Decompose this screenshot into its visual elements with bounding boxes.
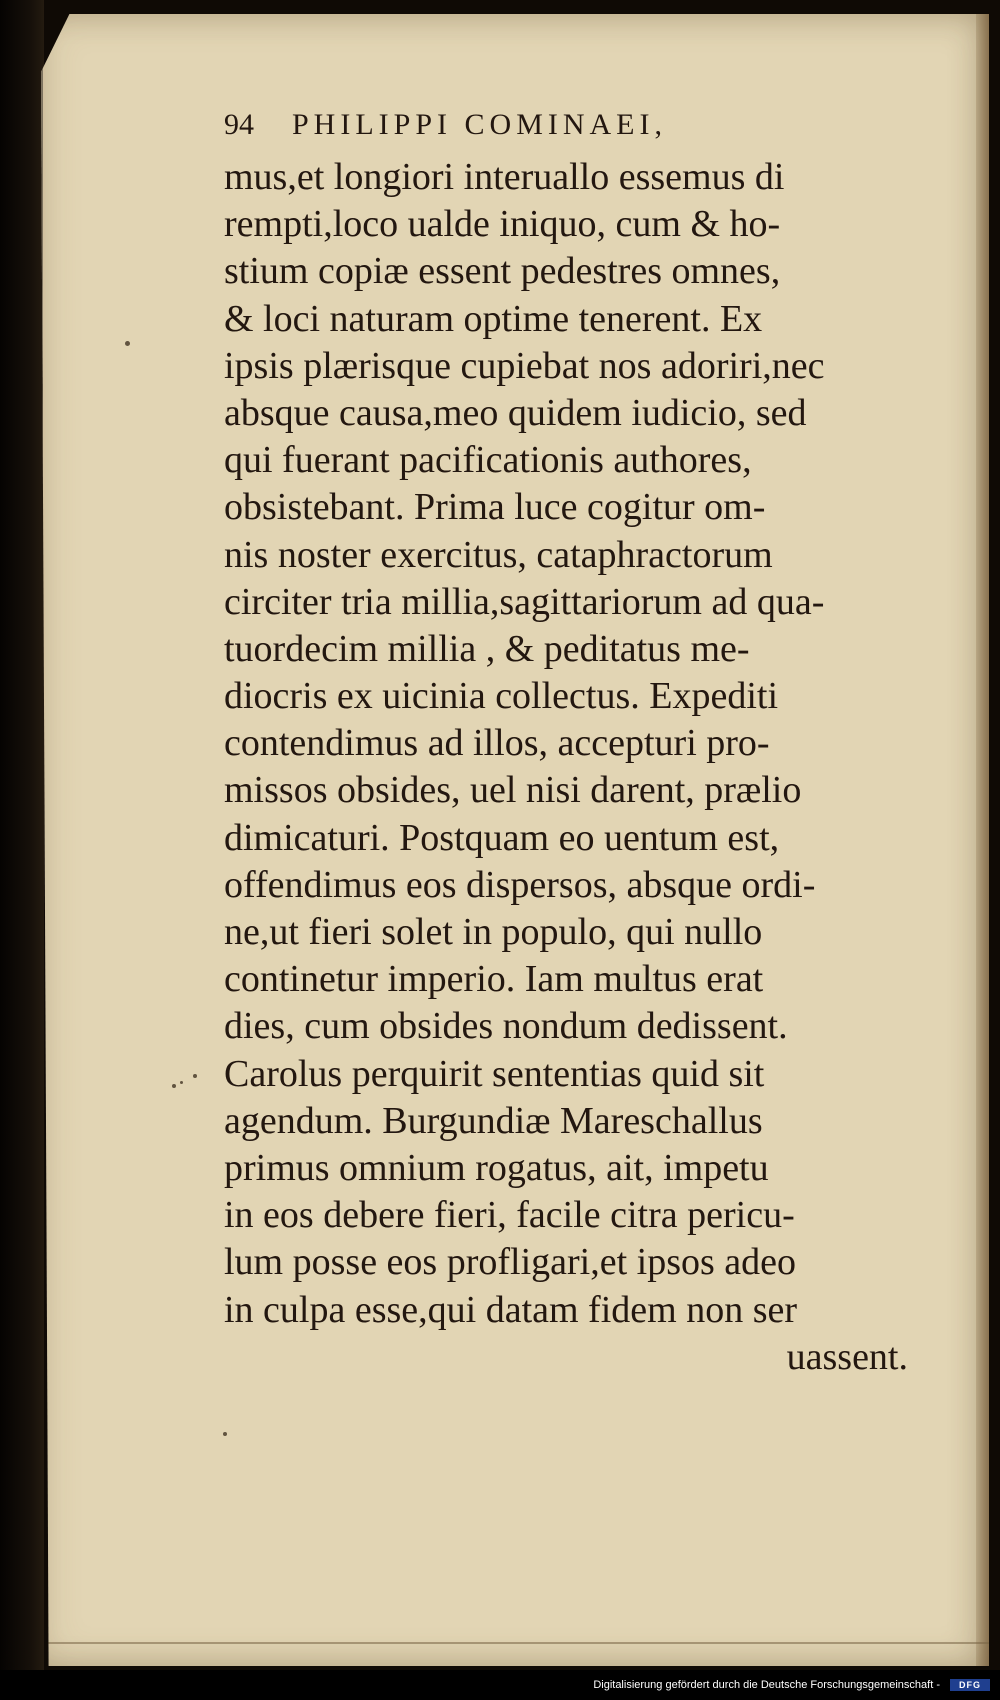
ink-speck — [180, 1081, 183, 1084]
text-line: dimicaturi. Postquam eo uentum est, — [224, 816, 780, 859]
ink-speck — [172, 1084, 176, 1088]
page-crease — [43, 1642, 989, 1644]
text-line: agendum. Burgundiæ Mareschallus — [224, 1099, 763, 1142]
running-title: PHILIPPI COMINAEI, — [292, 108, 667, 141]
ink-speck — [193, 1074, 197, 1078]
document-text-block — [224, 96, 940, 1381]
text-line: dies, cum obsides nondum dedissent. — [224, 1005, 788, 1048]
text-line: obsistebant. Prima luce cogitur om- — [224, 486, 766, 529]
text-line: nis noster exercitus, cataphractorum — [224, 533, 773, 576]
text-line-last: uassent. — [786, 1335, 908, 1378]
text-line: in culpa esse,qui datam fidem non ser — [224, 1288, 798, 1331]
dfg-logo: DFG — [950, 1679, 990, 1691]
text-line: qui fuerant pacificationis authores, — [224, 439, 752, 482]
text-line: primus omnium rogatus, ait, impetu — [224, 1146, 769, 1189]
text-line: absque causa,meo quidem iudicio, sed — [224, 391, 807, 434]
text-line: ne,ut fieri solet in populo, qui nullo — [224, 911, 763, 953]
text-line: ipsis plærisque cupiebat nos adoriri,nec — [224, 344, 825, 387]
text-line: circiter tria millia,sagittariorum ad qua- — [224, 580, 825, 623]
text-line: in eos debere fieri, facile citra pericu- — [224, 1194, 795, 1237]
text-line: missos obsides, uel nisi darent, prælio — [224, 769, 802, 812]
text-line: Carolus perquirit sententias quid sit — [224, 1052, 765, 1095]
text-line: lum posse eos profligari,et ipsos adeo — [224, 1241, 797, 1284]
digitization-credit: Digitalisierung gefördert durch die Deutsche Forschungsgemeinschaft - — [593, 1679, 940, 1691]
text-line: rempti,loco ualde iniquo, cum & ho- — [224, 203, 781, 246]
page-edge-shadow — [976, 14, 989, 1666]
text-line: continetur imperio. Iam multus erat — [224, 958, 764, 1001]
running-head — [224, 96, 940, 154]
book-binding — [0, 0, 44, 1700]
text-line: mus,et longiori interuallo essemus di — [224, 156, 785, 198]
ink-speck — [125, 341, 130, 346]
text-line: tuordecim millia , & peditatus me- — [224, 627, 750, 670]
text-line: diocris ex uicinia collectus. Expediti — [224, 675, 779, 718]
text-line: stium copiæ essent pedestres omnes, — [224, 250, 781, 293]
text-line: offendimus eos dispersos, absque ordi- — [224, 863, 816, 906]
page-number: 94 — [224, 108, 254, 141]
ink-speck — [223, 1432, 227, 1436]
digitization-footer — [0, 1670, 1000, 1700]
text-line: contendimus ad illos, accepturi pro- — [224, 722, 770, 765]
text-line: & loci naturam optime tenerent. Ex — [224, 297, 763, 340]
